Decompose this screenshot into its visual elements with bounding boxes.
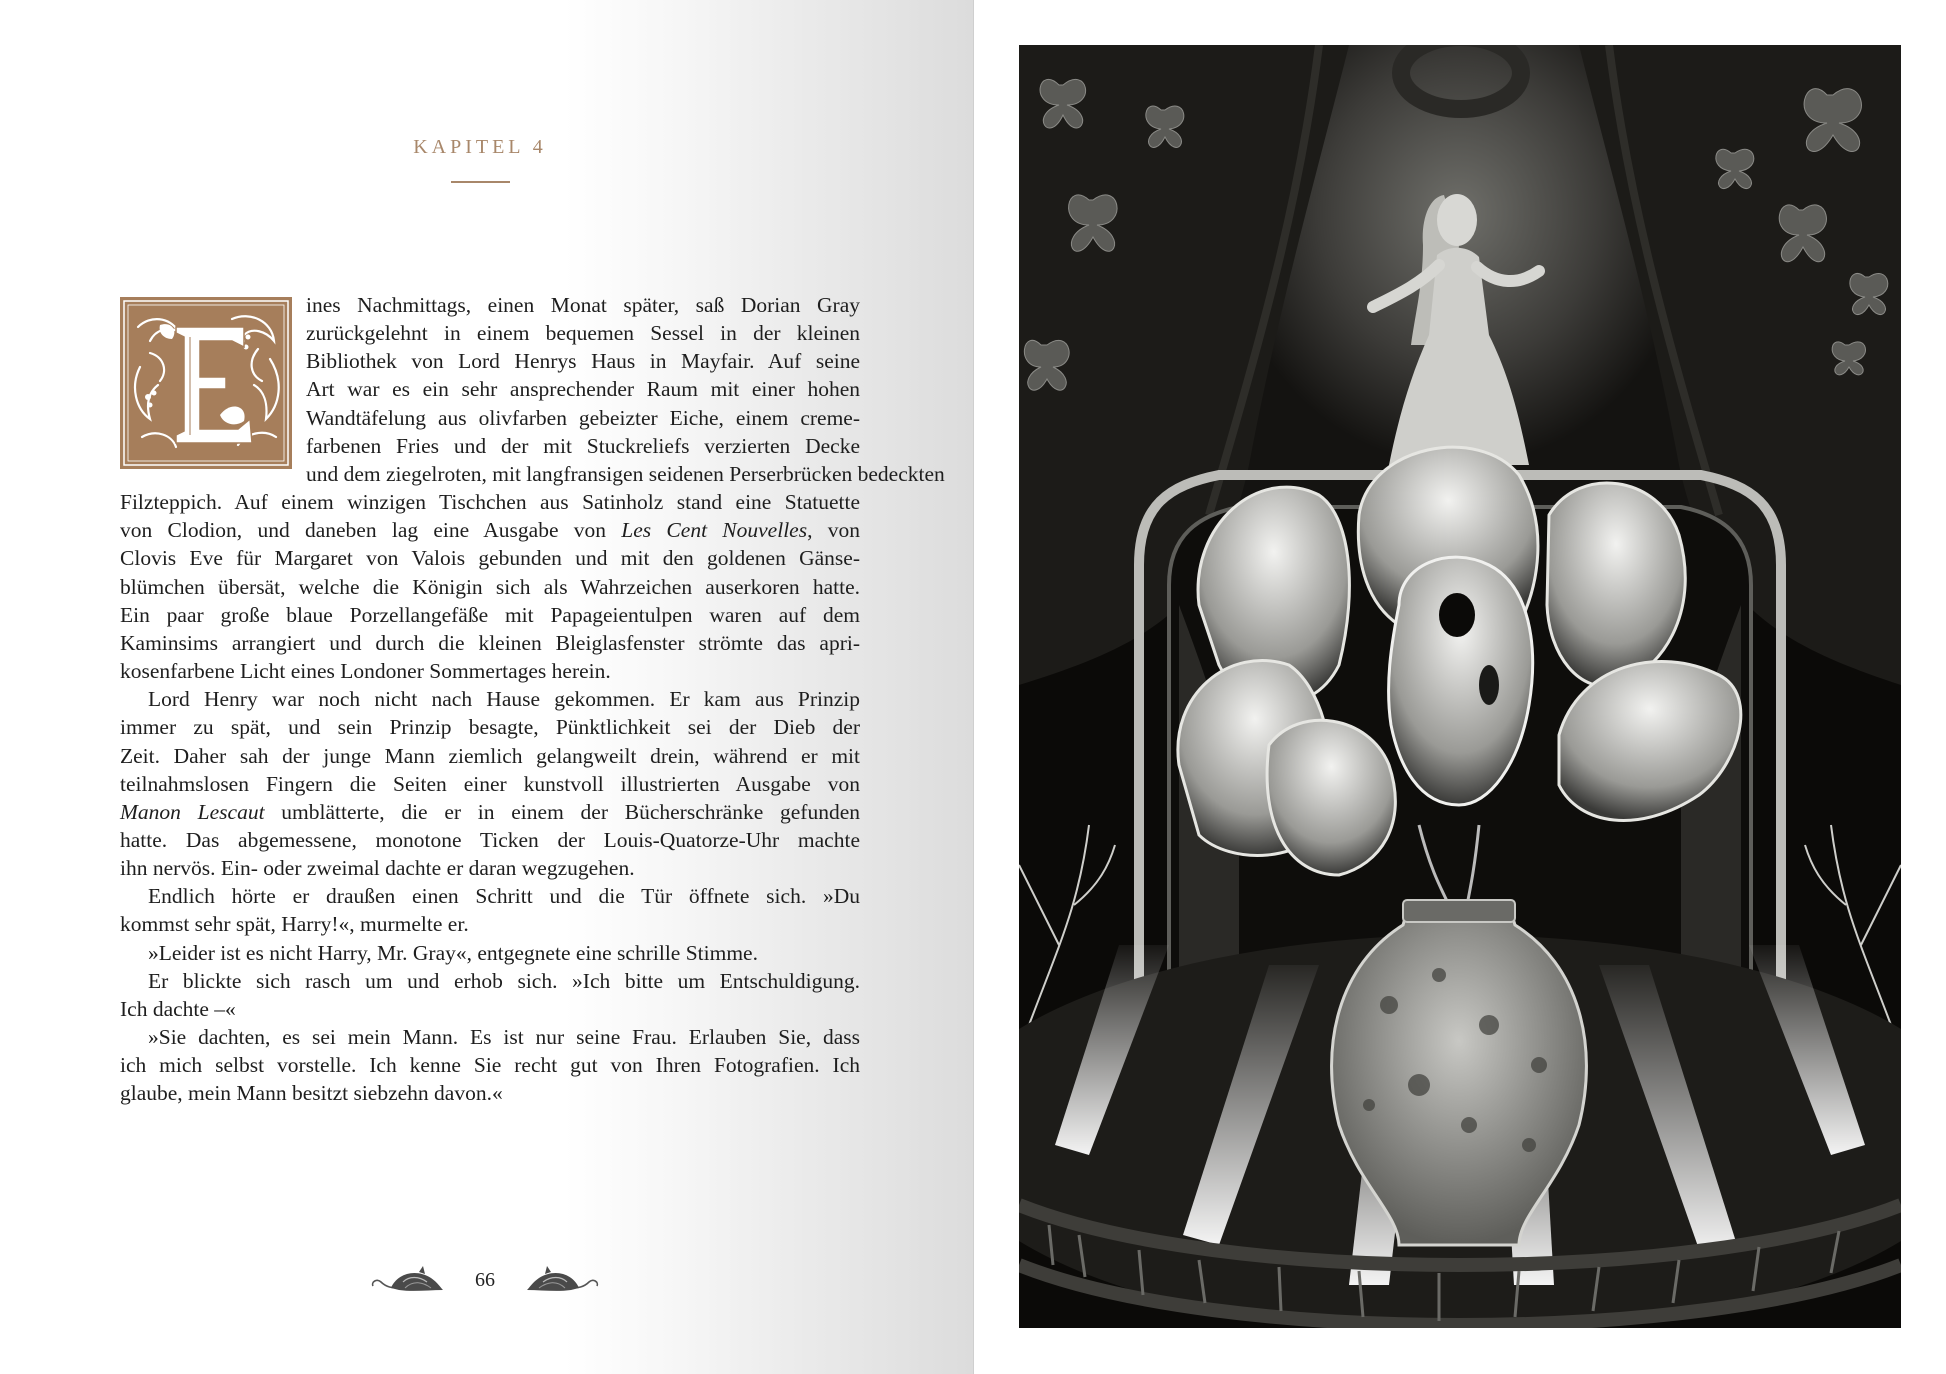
drop-cap-letter-e [120,297,292,469]
page-folio [350,1262,620,1298]
body-text [120,291,945,1108]
tulip-vase-illustration [1019,45,1901,1328]
line-with-italic-title: Manon Lescaut umblätterte, die er in einem der Bücherschränke gefunden [120,799,860,824]
leaf-flourish-left-icon [369,1264,445,1296]
paragraph-3: Endlich hörte er draußen einen Schritt und die Tür öffnete sich. »Du kommst sehr spät, Harry!«, murmelte er. [120,884,860,937]
book-title-italic: Manon Lescaut [120,799,265,824]
book-title-italic: Les Cent Nouvelles [621,518,808,543]
full-page-illustration [1019,45,1901,1328]
page-number: 66 [475,1268,495,1291]
line-with-italic-title: von Clodion, und daneben lag eine Ausgabe von Les Cent Nouvelles, von [120,518,860,543]
chapter-rule-divider [451,181,510,183]
paragraph-2: Lord Henry war noch nicht nach Hause gekommen. Er kam aus Prinzip immer zu spät, und sein Prinzip besagte, Pünktlichkeit sei der Dieb der Zeit. Daher sah der junge Mann ziemlich gelangweilt drein, während er mit teilnahmslosen Fingern die Seiten einer kunstvoll illustrierten Ausgabe von Manon Lescaut umblätterte, die er in einem der Bücherschränke gefunden hatte. Das abgemessene, monotone Ticken der Louis-Quatorze-Uhr machte ihn nervös. Ein- oder zweimal dachte er daran wegzugehen. [120,687,860,881]
right-page [973,0,1946,1374]
paragraph-1: ines Nachmittags, einen Monat später, saß Dorian Gray zurückgelehnt in einem bequemen Sessel in der kleinen Bibliothek von Lord Henrys Haus in Mayfair. Auf seine Art war es ein sehr ansprechender Raum mit einer hohen Wandtäfelung aus olivfarben gebeizter Eiche, einem creme- farbenen Fries und der mit Stuckreliefs verzierten Decke und dem ziegelroten, mit langfransigen seidenen Perserbrücken bedeckten Filzteppich. Auf einem winzigen Tischchen aus Satinholz stand eine Statuette von Clodion, und daneben lag eine Ausgabe von Les Cent Nouvelles, von Clovis Eve für Margaret von Valois gebunden und mit den goldenen Gänse- blümchen übersät, welche die Königin sich als Wahrzeichen auserkoren hatte. Ein paar große blaue Porzellangefäße mit Papageientulpen waren auf dem Kaminsims arrangiert und durch die kleinen Bleiglasfenster strömte das apri- kosenfarbene Licht eines Londoner Sommertages herein. [120,293,945,684]
leaf-flourish-right-icon [525,1264,601,1296]
paragraph-4: »Leider ist es nicht Harry, Mr. Gray«, entgegnete eine schrille Stimme. [148,940,758,965]
ornamental-e-icon [120,297,292,469]
chapter-heading: KAPITEL 4 [413,136,547,158]
paragraph-6: »Sie dachten, es sei mein Mann. Es ist nur seine Frau. Erlauben Sie, dass ich mich selbst vorstelle. Ich kenne Sie recht gut von Ihren Fotografien. Ich glaube, mein Mann besitzt siebzehn davon.« [120,1025,860,1106]
paragraph-5: Er blickte sich rasch um und erhob sich. »Ich bitte um Entschuldigung. Ich dachte –« [120,968,860,1021]
